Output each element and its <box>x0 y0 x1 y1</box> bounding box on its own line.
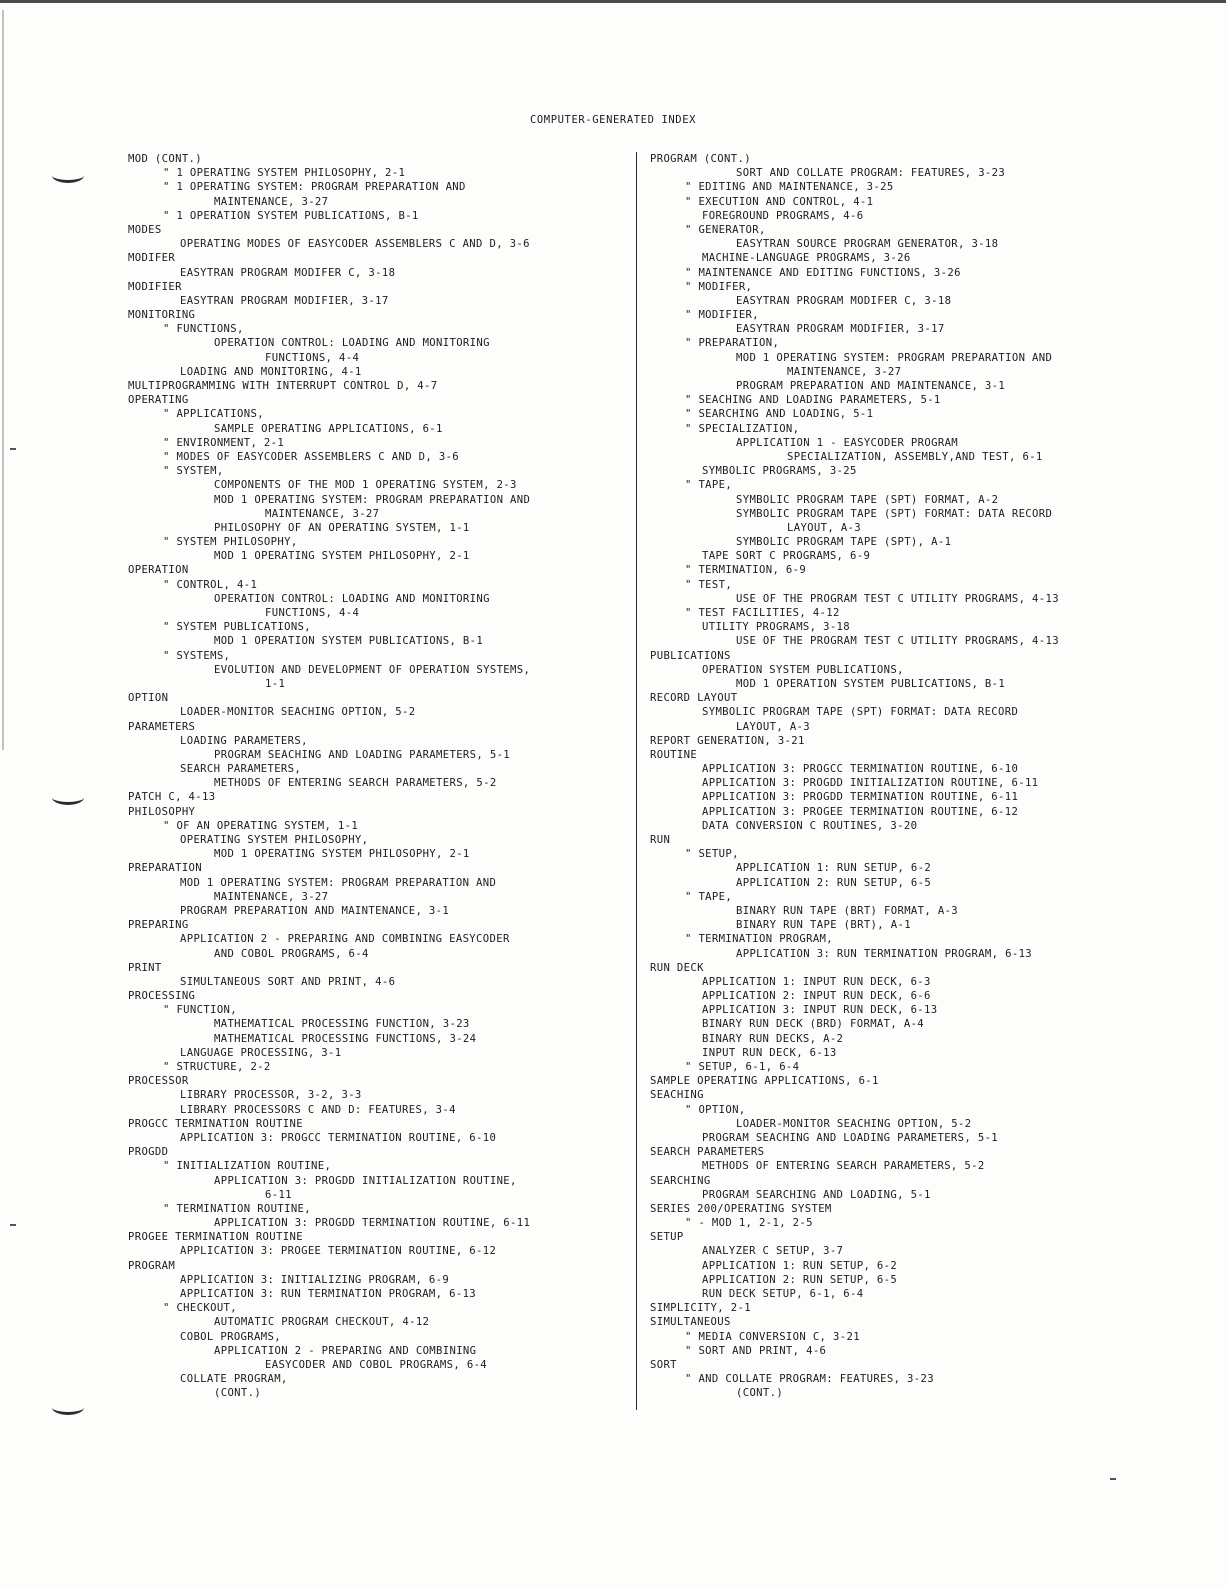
index-entry: SAMPLE OPERATING APPLICATIONS, 6-1 <box>214 422 443 435</box>
index-heading: REPORT GENERATION, 3-21 <box>650 734 805 747</box>
index-heading: OPERATION <box>128 564 189 577</box>
index-entry: MAINTENANCE, 3-27 <box>214 195 329 208</box>
index-heading: MODES <box>128 223 162 236</box>
index-entry: APPLICATION 3: INPUT RUN DECK, 6-13 <box>702 1004 938 1017</box>
index-entry: APPLICATION 3: INITIALIZING PROGRAM, 6-9 <box>180 1273 450 1286</box>
index-entry: APPLICATION 2: RUN SETUP, 6-5 <box>736 876 932 889</box>
index-heading: PATCH C, 4-13 <box>128 791 216 804</box>
index-entry: " SEARCHING AND LOADING, 5-1 <box>685 408 874 421</box>
index-entry: OPERATING MODES OF EASYCODER ASSEMBLERS C AND D, 3-6 <box>180 238 530 251</box>
index-entry: " MODES OF EASYCODER ASSEMBLERS C AND D, 3-6 <box>163 450 460 463</box>
index-column-right <box>650 152 1170 1401</box>
index-heading: SAMPLE OPERATING APPLICATIONS, 6-1 <box>650 1075 879 1088</box>
index-entry: MAINTENANCE, 3-27 <box>265 507 380 520</box>
index-entry: " MAINTENANCE AND EDITING FUNCTIONS, 3-26 <box>685 266 961 279</box>
index-heading: SIMULTANEOUS <box>650 1316 731 1329</box>
index-entry: " - MOD 1, 2-1, 2-5 <box>685 1217 813 1230</box>
index-entry: APPLICATION 3: PROGDD TERMINATION ROUTINE, 6-11 <box>702 791 1019 804</box>
index-entry: " SYSTEM PUBLICATIONS, <box>163 621 312 634</box>
index-entry: APPLICATION 3: PROGEE TERMINATION ROUTINE, 6-12 <box>702 805 1019 818</box>
index-entry: " TEST FACILITIES, 4-12 <box>685 607 840 619</box>
index-entry: EASYTRAN SOURCE PROGRAM GENERATOR, 3-18 <box>736 238 999 251</box>
index-heading: MONITORING <box>128 309 196 322</box>
index-entry: MOD 1 OPERATION SYSTEM PUBLICATIONS, B-1 <box>736 677 1006 690</box>
index-entry: " PREPARATION, <box>685 337 780 350</box>
index-entry: " GENERATOR, <box>685 223 766 236</box>
index-entry: EASYTRAN PROGRAM MODIFER C, 3-18 <box>180 266 396 279</box>
index-entry: 6-11 <box>265 1188 292 1201</box>
index-entry: OPERATION CONTROL: LOADING AND MONITORING <box>214 592 490 605</box>
scan-speck <box>10 448 16 450</box>
index-entry: 1-1 <box>265 677 286 690</box>
index-entry: SORT AND COLLATE PROGRAM: FEATURES, 3-23 <box>736 167 1006 180</box>
index-entry: LAYOUT, A-3 <box>736 720 811 733</box>
binder-hole-mark <box>52 1400 84 1415</box>
index-entry: APPLICATION 3: RUN TERMINATION PROGRAM, 6-13 <box>736 947 1033 960</box>
index-heading: RUN <box>650 834 671 846</box>
index-heading: ROUTINE <box>650 748 698 761</box>
index-entry: LOADING PARAMETERS, <box>180 734 308 747</box>
index-heading: SIMPLICITY, 2-1 <box>650 1302 751 1315</box>
index-entry: MATHEMATICAL PROCESSING FUNCTION, 3-23 <box>214 1018 470 1031</box>
index-entry: USE OF THE PROGRAM TEST C UTILITY PROGRAMS, 4-13 <box>736 592 1059 605</box>
column-divider <box>636 152 637 1410</box>
index-heading: PRINT <box>128 961 162 974</box>
index-entry: " INITIALIZATION ROUTINE, <box>163 1160 332 1173</box>
index-entry: " SYSTEM, <box>163 465 224 478</box>
scan-speck <box>10 1224 16 1226</box>
index-entry: SYMBOLIC PROGRAM TAPE (SPT), A-1 <box>736 536 952 549</box>
index-entry: INPUT RUN DECK, 6-13 <box>702 1046 837 1059</box>
index-entry: " SPECIALIZATION, <box>685 422 800 435</box>
index-entry: " TERMINATION ROUTINE, <box>163 1202 312 1215</box>
index-entry: UTILITY PROGRAMS, 3-18 <box>702 621 851 634</box>
index-entry: " TEST, <box>685 578 733 591</box>
index-entry: " EXECUTION AND CONTROL, 4-1 <box>685 195 874 208</box>
index-heading: RUN DECK <box>650 961 704 974</box>
scan-speck <box>1110 1478 1116 1480</box>
index-entry: SPECIALIZATION, ASSEMBLY,AND TEST, 6-1 <box>787 450 1043 463</box>
index-entry: PROGRAM PREPARATION AND MAINTENANCE, 3-1 <box>736 380 1006 392</box>
index-heading: SETUP <box>650 1231 684 1244</box>
index-entry: SYMBOLIC PROGRAMS, 3-25 <box>702 465 857 478</box>
index-entry: MAINTENANCE, 3-27 <box>787 365 902 378</box>
index-entry: " 1 OPERATION SYSTEM PUBLICATIONS, B-1 <box>163 209 419 222</box>
index-entry: MOD 1 OPERATING SYSTEM: PROGRAM PREPARATION AND <box>180 876 497 889</box>
index-heading: SERIES 200/OPERATING SYSTEM <box>650 1202 832 1215</box>
index-entry: APPLICATION 2 - PREPARING AND COMBINING <box>214 1344 477 1357</box>
index-entry: APPLICATION 3: PROGCC TERMINATION ROUTINE, 6-10 <box>702 763 1019 776</box>
index-heading: MOD (CONT.) <box>128 153 203 165</box>
index-entry: " SYSTEMS, <box>163 649 231 662</box>
index-entry: AUTOMATIC PROGRAM CHECKOUT, 4-12 <box>214 1316 430 1329</box>
index-heading: SEACHING <box>650 1089 704 1102</box>
index-entry: LIBRARY PROCESSORS C AND D: FEATURES, 3-4 <box>180 1103 456 1116</box>
index-entry: " OF AN OPERATING SYSTEM, 1-1 <box>163 819 359 832</box>
index-heading: PARAMETERS <box>128 720 196 733</box>
index-entry: APPLICATION 2: INPUT RUN DECK, 6-6 <box>702 990 931 1003</box>
index-entry: MOD 1 OPERATING SYSTEM PHILOSOPHY, 2-1 <box>214 848 470 861</box>
index-heading: MULTIPROGRAMMING WITH INTERRUPT CONTROL D, 4-7 <box>128 380 438 392</box>
index-entry: LAYOUT, A-3 <box>787 521 862 534</box>
index-entry: EASYTRAN PROGRAM MODIFIER, 3-17 <box>736 323 945 336</box>
index-entry: OPERATION CONTROL: LOADING AND MONITORING <box>214 337 490 350</box>
index-entry: " FUNCTIONS, <box>163 323 244 336</box>
index-entry: LIBRARY PROCESSOR, 3-2, 3-3 <box>180 1089 362 1102</box>
index-entry: APPLICATION 2 - PREPARING AND COMBINING EASYCODER <box>180 933 510 946</box>
index-entry: " APPLICATIONS, <box>163 408 264 421</box>
index-entry: TAPE SORT C PROGRAMS, 6-9 <box>702 550 871 563</box>
index-heading: PROGCC TERMINATION ROUTINE <box>128 1117 303 1130</box>
index-entry: (CONT.) <box>214 1387 262 1400</box>
index-heading: PROCESSING <box>128 990 196 1003</box>
index-heading: PROGEE TERMINATION ROUTINE <box>128 1231 303 1244</box>
index-entry: FUNCTIONS, 4-4 <box>265 607 360 619</box>
index-entry: EASYTRAN PROGRAM MODIFIER, 3-17 <box>180 294 389 307</box>
index-entry: APPLICATION 1: INPUT RUN DECK, 6-3 <box>702 975 931 988</box>
index-entry: " STRUCTURE, 2-2 <box>163 1061 271 1073</box>
index-entry: SYMBOLIC PROGRAM TAPE (SPT) FORMAT: DATA RECORD <box>702 706 1019 719</box>
index-entry: MOD 1 OPERATION SYSTEM PUBLICATIONS, B-1 <box>214 635 484 648</box>
index-entry: " SEACHING AND LOADING PARAMETERS, 5-1 <box>685 394 941 407</box>
index-entry: EASYCODER AND COBOL PROGRAMS, 6-4 <box>265 1358 488 1371</box>
index-entry: FOREGROUND PROGRAMS, 4-6 <box>702 209 864 222</box>
index-entry: " SORT AND PRINT, 4-6 <box>685 1344 827 1357</box>
index-entry: " TERMINATION PROGRAM, <box>685 933 834 946</box>
index-entry: APPLICATION 1: RUN SETUP, 6-2 <box>736 862 932 875</box>
index-entry: " TERMINATION, 6-9 <box>685 564 807 577</box>
index-entry: MACHINE-LANGUAGE PROGRAMS, 3-26 <box>702 252 911 265</box>
index-entry: METHODS OF ENTERING SEARCH PARAMETERS, 5-2 <box>214 777 497 790</box>
index-entry: MATHEMATICAL PROCESSING FUNCTIONS, 3-24 <box>214 1032 477 1045</box>
index-entry: SEARCH PARAMETERS, <box>180 763 302 776</box>
scan-top-edge <box>0 0 1226 17</box>
index-entry: LOADING AND MONITORING, 4-1 <box>180 365 362 378</box>
index-entry: APPLICATION 1: RUN SETUP, 6-2 <box>702 1259 898 1272</box>
index-entry: " OPTION, <box>685 1103 746 1116</box>
index-entry: BINARY RUN DECK (BRD) FORMAT, A-4 <box>702 1018 925 1031</box>
index-entry: RUN DECK SETUP, 6-1, 6-4 <box>702 1288 864 1300</box>
index-heading: PROCESSOR <box>128 1075 189 1088</box>
index-heading: MODIFIER <box>128 280 182 293</box>
index-entry: APPLICATION 2: RUN SETUP, 6-5 <box>702 1273 898 1286</box>
index-entry: " MODIFIER, <box>685 309 760 322</box>
index-heading: PROGRAM <box>128 1259 176 1272</box>
index-entry: (CONT.) <box>736 1387 784 1400</box>
index-entry: SYMBOLIC PROGRAM TAPE (SPT) FORMAT: DATA RECORD <box>736 507 1053 520</box>
binder-hole-mark <box>52 790 84 805</box>
index-entry: COMPONENTS OF THE MOD 1 OPERATING SYSTEM, 2-3 <box>214 479 517 492</box>
index-heading: SEARCHING <box>650 1174 711 1187</box>
page-title: COMPUTER-GENERATED INDEX <box>529 114 697 126</box>
index-entry: USE OF THE PROGRAM TEST C UTILITY PROGRAMS, 4-13 <box>736 635 1059 648</box>
index-entry: AND COBOL PROGRAMS, 6-4 <box>214 947 369 960</box>
index-heading: OPERATING <box>128 394 189 407</box>
index-entry: PROGRAM SEARCHING AND LOADING, 5-1 <box>702 1188 931 1201</box>
index-entry: ANALYZER C SETUP, 3-7 <box>702 1245 844 1258</box>
index-entry: " SETUP, <box>685 848 739 861</box>
index-heading: PREPARING <box>128 919 189 932</box>
index-entry: " EDITING AND MAINTENANCE, 3-25 <box>685 181 894 194</box>
index-entry: OPERATION SYSTEM PUBLICATIONS, <box>702 663 904 676</box>
index-entry: SIMULTANEOUS SORT AND PRINT, 4-6 <box>180 975 396 988</box>
index-entry: METHODS OF ENTERING SEARCH PARAMETERS, 5-2 <box>702 1160 985 1173</box>
index-entry: LOADER-MONITOR SEACHING OPTION, 5-2 <box>736 1117 972 1130</box>
index-heading: PREPARATION <box>128 862 203 875</box>
index-entry: " TAPE, <box>685 479 733 492</box>
index-entry: EASYTRAN PROGRAM MODIFER C, 3-18 <box>736 294 952 307</box>
index-heading: OPTION <box>128 692 169 705</box>
index-entry: " FUNCTION, <box>163 1004 238 1017</box>
index-entry: OPERATING SYSTEM PHILOSOPHY, <box>180 834 369 846</box>
index-entry: " MEDIA CONVERSION C, 3-21 <box>685 1330 860 1343</box>
index-entry: APPLICATION 3: PROGDD INITIALIZATION ROUTINE, <box>214 1174 517 1187</box>
index-entry: DATA CONVERSION C ROUTINES, 3-20 <box>702 819 918 832</box>
index-entry: " 1 OPERATING SYSTEM PHILOSOPHY, 2-1 <box>163 167 406 180</box>
index-entry: LOADER-MONITOR SEACHING OPTION, 5-2 <box>180 706 416 719</box>
index-heading: PUBLICATIONS <box>650 649 731 662</box>
index-heading: PROGDD <box>128 1146 169 1159</box>
binder-hole-mark <box>52 168 84 183</box>
index-entry: PROGRAM SEACHING AND LOADING PARAMETERS, 5-1 <box>214 748 511 761</box>
index-entry: COBOL PROGRAMS, <box>180 1330 281 1343</box>
index-entry: PHILOSOPHY OF AN OPERATING SYSTEM, 1-1 <box>214 521 470 534</box>
index-heading: SORT <box>650 1358 677 1371</box>
index-column-left <box>128 152 628 1401</box>
index-entry: " TAPE, <box>685 890 733 903</box>
index-entry: BINARY RUN DECKS, A-2 <box>702 1032 844 1045</box>
index-entry: APPLICATION 3: RUN TERMINATION PROGRAM, 6-13 <box>180 1288 477 1300</box>
index-entry: COLLATE PROGRAM, <box>180 1373 288 1386</box>
index-entry: MAINTENANCE, 3-27 <box>214 890 329 903</box>
index-heading: PROGRAM (CONT.) <box>650 153 751 165</box>
index-entry: MOD 1 OPERATING SYSTEM PHILOSOPHY, 2-1 <box>214 550 470 563</box>
index-heading: MODIFER <box>128 252 176 265</box>
index-entry: MOD 1 OPERATING SYSTEM: PROGRAM PREPARATION AND <box>214 493 531 506</box>
index-entry: FUNCTIONS, 4-4 <box>265 351 360 364</box>
index-entry: SYMBOLIC PROGRAM TAPE (SPT) FORMAT, A-2 <box>736 493 999 506</box>
index-entry: " MODIFER, <box>685 280 753 293</box>
index-entry: LANGUAGE PROCESSING, 3-1 <box>180 1046 342 1059</box>
index-entry: " SETUP, 6-1, 6-4 <box>685 1061 800 1073</box>
index-heading: SEARCH PARAMETERS <box>650 1146 765 1159</box>
index-entry: BINARY RUN TAPE (BRT) FORMAT, A-3 <box>736 904 959 917</box>
index-entry: EVOLUTION AND DEVELOPMENT OF OPERATION SYSTEMS, <box>214 663 531 676</box>
index-entry: " CONTROL, 4-1 <box>163 578 258 591</box>
index-entry: APPLICATION 3: PROGEE TERMINATION ROUTINE, 6-12 <box>180 1245 497 1258</box>
index-entry: " SYSTEM PHILOSOPHY, <box>163 536 298 549</box>
index-entry: PROGRAM PREPARATION AND MAINTENANCE, 3-1 <box>180 904 450 917</box>
index-entry: APPLICATION 3: PROGDD TERMINATION ROUTINE, 6-11 <box>214 1217 531 1230</box>
index-entry: PROGRAM SEACHING AND LOADING PARAMETERS, 5-1 <box>702 1131 999 1144</box>
index-entry: APPLICATION 3: PROGCC TERMINATION ROUTINE, 6-10 <box>180 1131 497 1144</box>
index-entry: " AND COLLATE PROGRAM: FEATURES, 3-23 <box>685 1373 934 1386</box>
index-entry: BINARY RUN TAPE (BRT), A-1 <box>736 919 911 932</box>
index-entry: APPLICATION 1 - EASYCODER PROGRAM <box>736 436 959 449</box>
index-entry: " 1 OPERATING SYSTEM: PROGRAM PREPARATION AND <box>163 181 466 194</box>
index-entry: APPLICATION 3: PROGDD INITIALIZATION ROUTINE, 6-11 <box>702 777 1039 790</box>
index-entry: " ENVIRONMENT, 2-1 <box>163 436 285 449</box>
index-entry: MOD 1 OPERATING SYSTEM: PROGRAM PREPARATION AND <box>736 351 1053 364</box>
index-heading: RECORD LAYOUT <box>650 692 738 705</box>
index-heading: PHILOSOPHY <box>128 805 196 818</box>
index-entry: " CHECKOUT, <box>163 1302 238 1315</box>
